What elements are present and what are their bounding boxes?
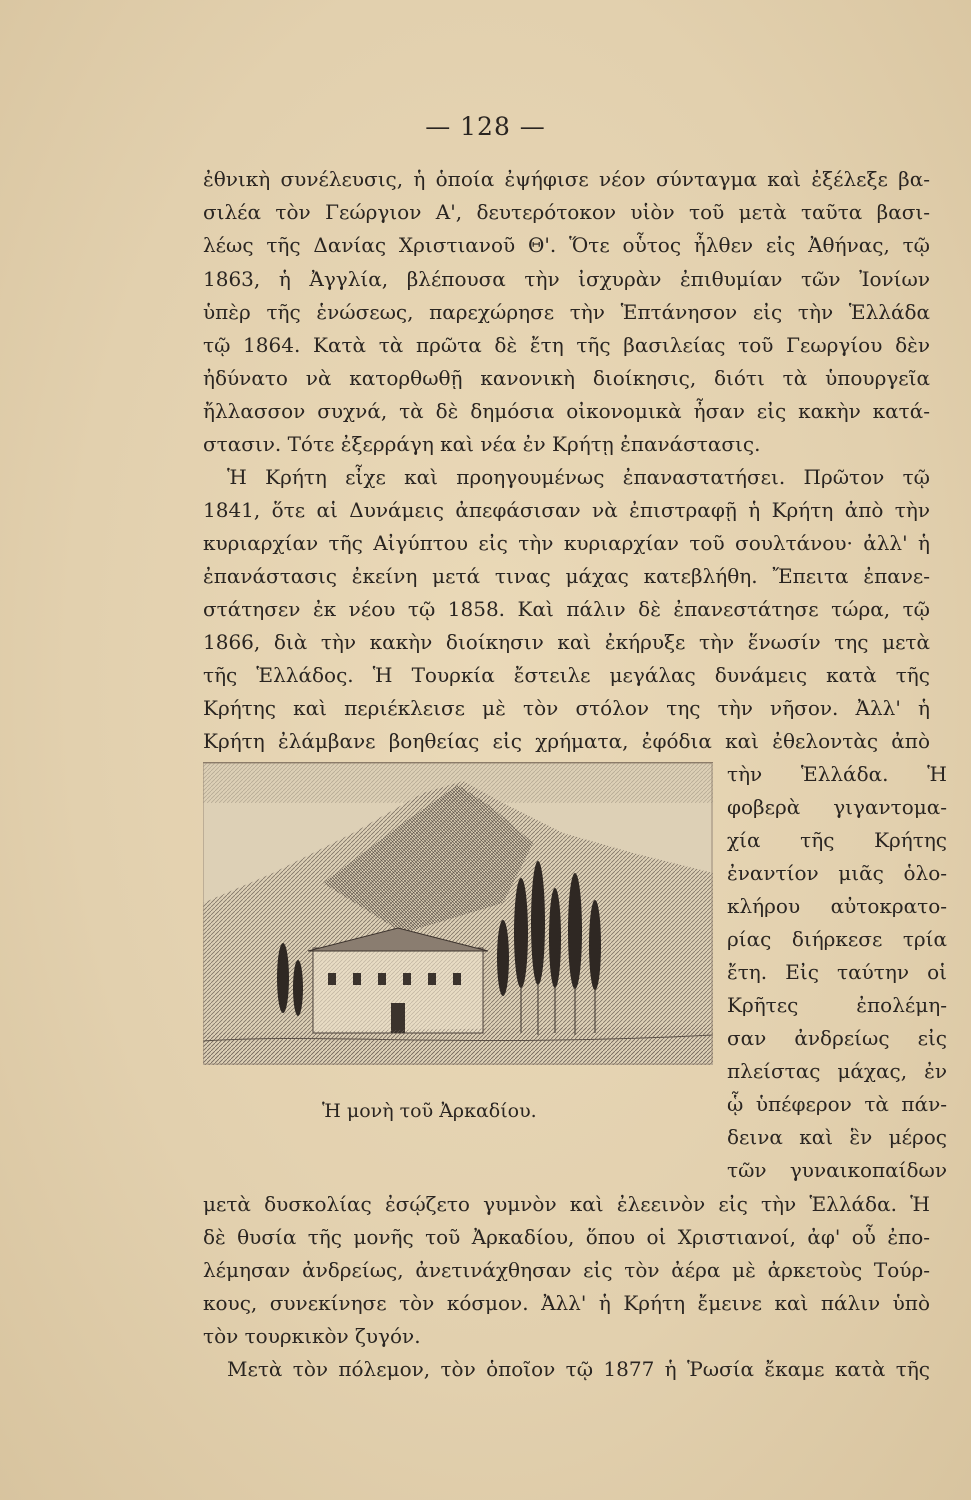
side-text-line: φοβερὰ γιγαντομα- [727, 795, 947, 819]
side-text-line: ἐναντίον μιᾶς ὁλο- [727, 861, 947, 885]
text-line: στάτησεν ἐκ νέου τῷ 1858. Καὶ πάλιν δὲ ἐπανεστάτησε τώρα, τῷ [203, 597, 930, 621]
text-line: τὸν τουρκικὸν ζυγόν. [203, 1324, 421, 1348]
text-line: Κρήτη ἐλάμβανε βοηθείας εἰς χρήματα, ἐφόδια καὶ ἐθελοντὰς ἀπὸ [203, 729, 930, 753]
text-line: 1863, ἡ Ἀγγλία, βλέπουσα τὴν ἰσχυρὰν ἐπιθυμίαν τῶν Ἰονίων [203, 267, 930, 291]
side-text-line: χία τῆς Κρήτης [727, 828, 947, 852]
side-text-line: σαν ἀνδρείως εἰς [727, 1026, 947, 1050]
side-text-line: Κρῆτες ἐπολέμη- [727, 993, 947, 1017]
text-line: ἐπανάστασις ἐκείνη μετά τινας μάχας κατεβλήθη. Ἔπειτα ἐπανε- [203, 564, 930, 588]
text-line: ὑπὲρ τῆς ἑνώσεως, παρεχώρησε τὴν Ἑπτάνησον εἰς τὴν Ἑλλάδα [203, 300, 930, 324]
side-text-line: δεινα καὶ ἓν μέρος [727, 1125, 947, 1149]
side-text-line: ᾧ ὑπέφερον τὰ πάν- [727, 1092, 947, 1116]
arkadi-monastery-engraving [203, 763, 713, 1065]
figure-caption: Ἡ μονὴ τοῦ Ἀρκαδίου. [322, 1100, 537, 1122]
text-line: κους, συνεκίνησε τὸν κόσμον. Ἀλλ' ἡ Κρήτη ἔμεινε καὶ πάλιν ὑπὸ [203, 1291, 930, 1315]
side-text-line: τῶν γυναικοπαίδων [727, 1158, 947, 1182]
text-line: λέως τῆς Δανίας Χριστιανοῦ Θ'. Ὅτε οὗτος ἦλθεν εἰς Ἀθήνας, τῷ [203, 233, 930, 257]
text-line: τῷ 1864. Κατὰ τὰ πρῶτα δὲ ἔτη τῆς βασιλείας τοῦ Γεωργίου δὲν [203, 333, 930, 357]
paragraph-start-line: Μετὰ τὸν πόλεμον, τὸν ὁποῖον τῷ 1877 ἡ Ῥωσία ἔκαμε κατὰ τῆς [227, 1357, 930, 1381]
monastery-illustration [203, 762, 713, 1065]
text-line: τῆς Ἑλλάδος. Ἡ Τουρκία ἔστειλε μεγάλας δυνάμεις κατὰ τῆς [203, 663, 930, 687]
text-line: ἐθνικὴ συνέλευσις, ἡ ὁποία ἐψήφισε νέον σύνταγμα καὶ ἐξέλεξε βα- [203, 167, 930, 191]
text-line: ἤλλασσον συχνά, τὰ δὲ δημόσια οἰκονομικὰ ἦσαν εἰς κακὴν κατά- [203, 399, 930, 423]
text-line: Κρήτης καὶ περιέκλεισε μὲ τὸν στόλον της τὴν νῆσον. Ἀλλ' ἡ [203, 696, 930, 720]
paragraph-start-line: Ἡ Κρήτη εἶχε καὶ προηγουμένως ἐπαναστατήσει. Πρῶτον τῷ [227, 465, 930, 489]
text-line: ἠδύνατο νὰ κατορθωθῇ κανονικὴ διοίκησις, διότι τὰ ὑπουργεῖα [203, 366, 930, 390]
text-line: λέμησαν ἀνδρείως, ἀνετινάχθησαν εἰς τὸν ἀέρα μὲ ἀρκετοὺς Τούρ- [203, 1258, 930, 1282]
side-text-line: ἔτη. Εἰς ταύτην οἱ [727, 960, 947, 984]
text-line: μετὰ δυσκολίας ἐσῴζετο γυμνὸν καὶ ἐλεεινὸν εἰς τὴν Ἑλλάδα. Ἡ [203, 1192, 930, 1216]
text-line: στασιν. Τότε ἐξερράγη καὶ νέα ἐν Κρήτῃ ἐπανάστασις. [203, 432, 761, 456]
text-line: 1866, διὰ τὴν κακὴν διοίκησιν καὶ ἐκήρυξε τὴν ἕνωσίν της μετὰ [203, 630, 930, 654]
page-number: — 128 — [425, 112, 546, 141]
side-text-line: πλείστας μάχας, ἐν [727, 1059, 947, 1083]
text-line: δὲ θυσία τῆς μονῆς τοῦ Ἀρκαδίου, ὅπου οἱ Χριστιανοί, ἀφ' οὗ ἐπο- [203, 1225, 930, 1249]
side-text-line: ρίας διήρκεσε τρία [727, 927, 947, 951]
text-line: 1841, ὅτε αἱ Δυνάμεις ἀπεφάσισαν νὰ ἐπιστραφῇ ἡ Κρήτη ἀπὸ τὴν [203, 498, 930, 522]
text-line: σιλέα τὸν Γεώργιον Α', δευτερότοκον υἱὸν τοῦ μετὰ ταῦτα βασι- [203, 200, 930, 224]
text-line: κυριαρχίαν τῆς Αἰγύπτου εἰς τὴν κυριαρχίαν τοῦ σουλτάνου· ἀλλ' ἡ [203, 531, 930, 555]
side-text-line: τὴν Ἑλλάδα. Ἡ [727, 762, 947, 786]
side-text-line: κλήρου αὐτοκρατο- [727, 894, 947, 918]
